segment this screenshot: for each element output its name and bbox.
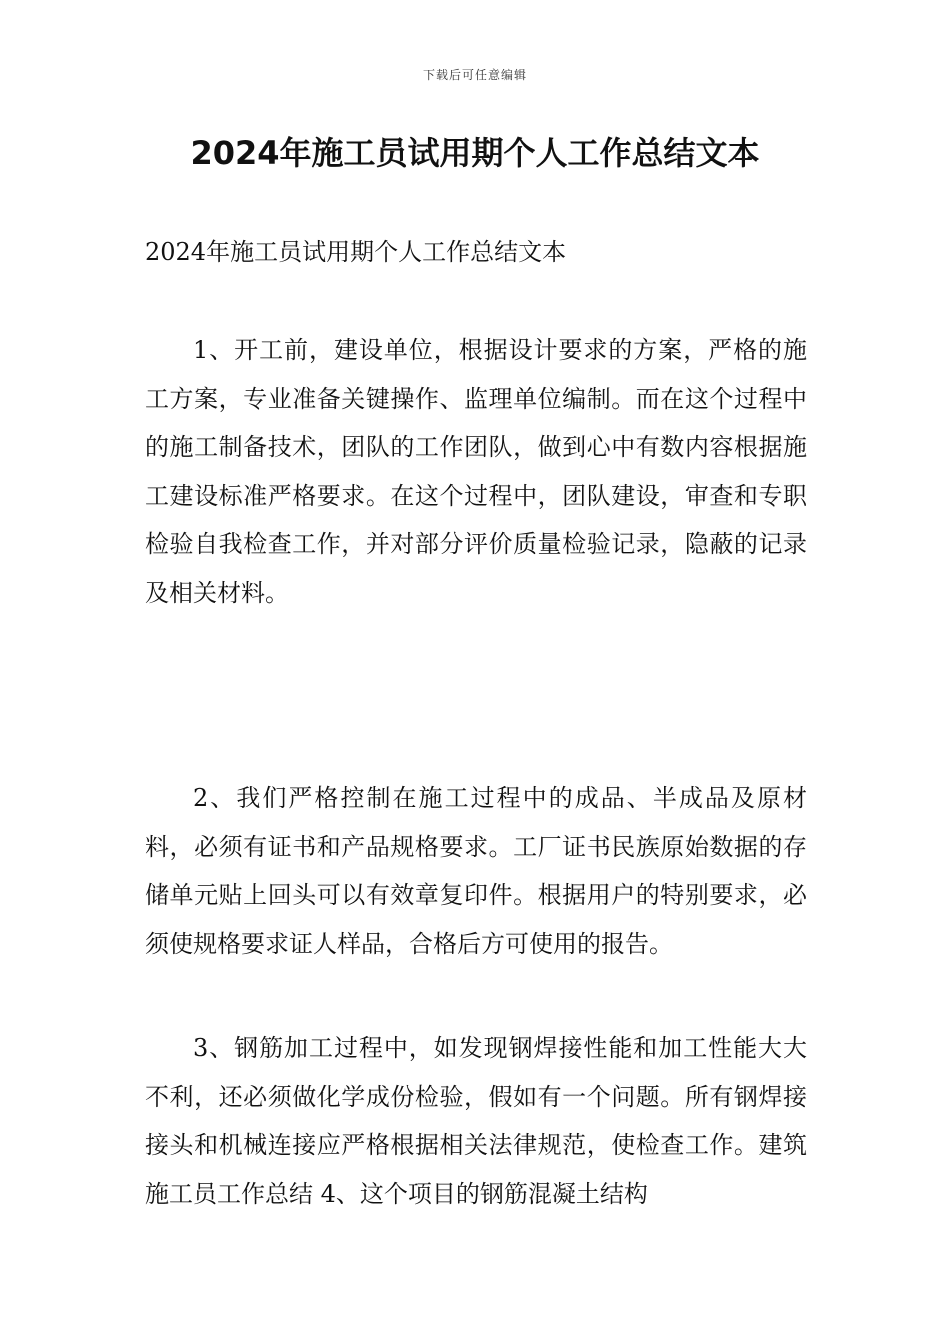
paragraph-2: 2、我们严格控制在施工过程中的成品、半成品及原材料，必须有证书和产品规格要求。工厂证书民族原始数据的存储单元贴上回头可以有效章复印件。根据用户的特别要求，必须使规格要求证人样品，合格后方可使用的报告。 — [145, 784, 807, 958]
document-title: 2024年施工员试用期个人工作总结文本 — [190, 134, 760, 172]
document-subtitle: 2024年施工员试用期个人工作总结文本 — [145, 238, 567, 266]
paragraph-1: 1、开工前，建设单位，根据设计要求的方案，严格的施工方案，专业准备关键操作、监理单位编制。而在这个过程中的施工制备技术，团队的工作团队，做到心中有数内容根据施工建设标准严格要求。在这个过程中，团队建设，审查和专职检验自我检查工作，并对部分评价质量检验记录，隐蔽的记录及相关材料。 — [145, 336, 807, 607]
header-note: 下载后可任意编辑 — [422, 68, 527, 82]
paragraph-3: 3、钢筋加工过程中，如发现钢焊接性能和加工性能大大不利，还必须做化学成份检验，假如有一个问题。所有钢焊接接头和机械连接应严格根据相关法律规范，使检查工作。建筑施工员工作总结 4、这个项目的钢筋混凝土结构 — [145, 1034, 807, 1208]
